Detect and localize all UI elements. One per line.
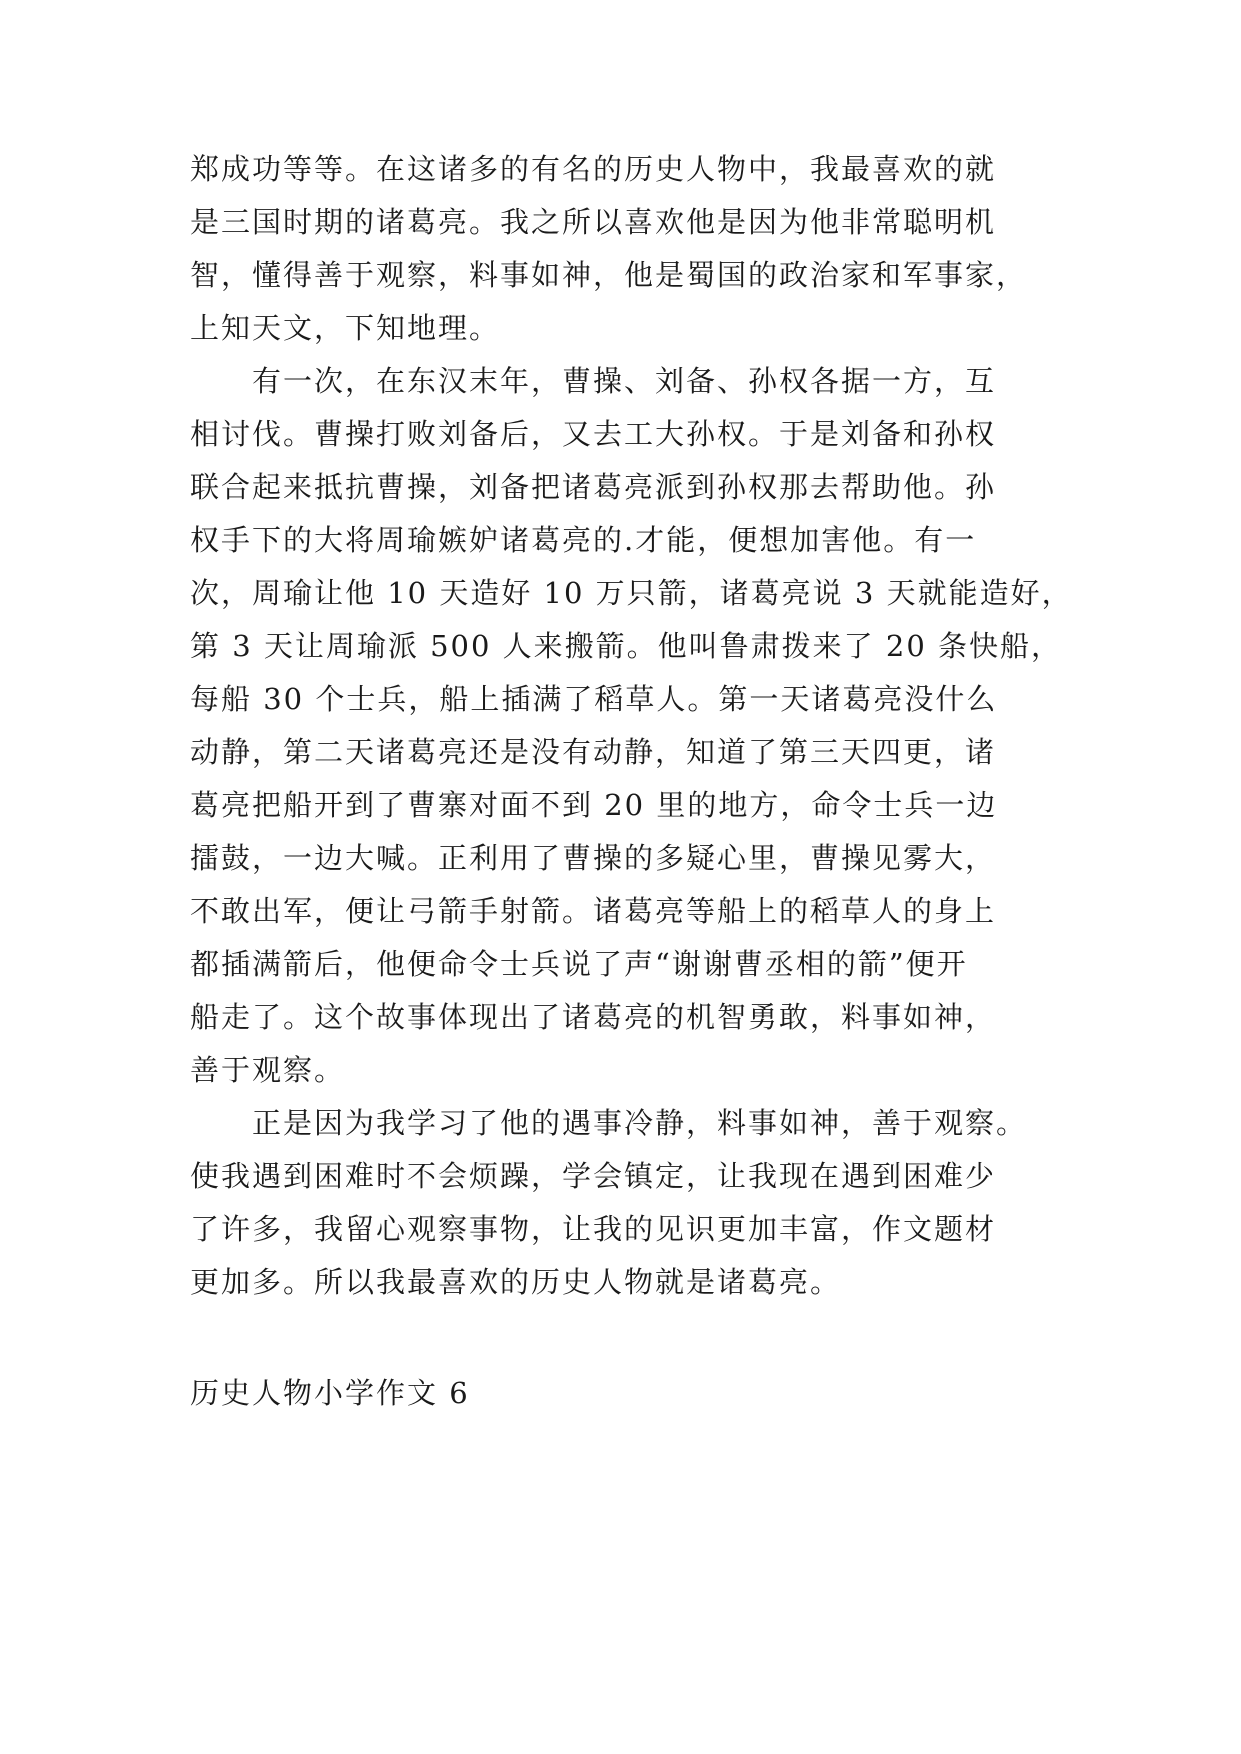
paragraph-2-line-1: 有一次，在东汉末年，曹操、刘备、孙权各据一方，互 — [252, 364, 997, 398]
paragraph-1-line-4: 上知天文，下知地理。 — [190, 311, 501, 345]
paragraph-3-line-4: 更加多。所以我最喜欢的历史人物就是诸葛亮。 — [190, 1265, 842, 1299]
paragraph-2-line-11: 不敢出军，便让弓箭手射箭。诸葛亮等船上的稻草人的身上 — [190, 894, 997, 928]
paragraph-1-line-3: 智，懂得善于观察，料事如神，他是蜀国的政治家和军事家， — [190, 258, 1028, 292]
paragraph-2-line-14: 善于观察。 — [190, 1053, 346, 1087]
paragraph-2-line-8: 动静，第二天诸葛亮还是没有动静，知道了第三天四更，诸 — [190, 735, 997, 769]
paragraph-2-line-4: 权手下的大将周瑜嫉妒诸葛亮的.才能，便想加害他。有一 — [190, 523, 977, 557]
section-heading: 历史人物小学作文 6 — [190, 1376, 470, 1410]
paragraph-2-line-9: 葛亮把船开到了曹寨对面不到 20 里的地方，命令士兵一边 — [190, 788, 998, 822]
paragraph-2-line-5: 次，周瑜让他 10 天造好 10 万只箭，诸葛亮说 3 天就能造好， — [190, 576, 1073, 610]
paragraph-1-line-1: 郑成功等等。在这诸多的有名的历史人物中，我最喜欢的就 — [190, 152, 997, 186]
paragraph-2-line-2: 相讨伐。曹操打败刘备后，又去工大孙权。于是刘备和孙权 — [190, 417, 997, 451]
paragraph-3-line-1: 正是因为我学习了他的遇事冷静，料事如神，善于观察。 — [252, 1106, 1028, 1140]
paragraph-3-line-3: 了许多，我留心观察事物，让我的见识更加丰富，作文题材 — [190, 1212, 997, 1246]
paragraph-2-line-3: 联合起来抵抗曹操，刘备把诸葛亮派到孙权那去帮助他。孙 — [190, 470, 997, 504]
paragraph-1-line-2: 是三国时期的诸葛亮。我之所以喜欢他是因为他非常聪明机 — [190, 205, 997, 239]
paragraph-2-line-13: 船走了。这个故事体现出了诸葛亮的机智勇敢，料事如神， — [190, 1000, 997, 1034]
paragraph-2-line-6: 第 3 天让周瑜派 500 人来搬箭。他叫鲁肃拨来了 20 条快船， — [190, 629, 1063, 663]
paragraph-3-line-2: 使我遇到困难时不会烦躁，学会镇定，让我现在遇到困难少 — [190, 1159, 997, 1193]
paragraph-2-line-7: 每船 30 个士兵，船上插满了稻草人。第一天诸葛亮没什么 — [190, 682, 998, 716]
paragraph-2-line-12: 都插满箭后，他便命令士兵说了声“谢谢曹丞相的箭”便开 — [190, 947, 968, 981]
paragraph-2-line-10: 擂鼓，一边大喊。正利用了曹操的多疑心里，曹操见雾大， — [190, 841, 997, 875]
